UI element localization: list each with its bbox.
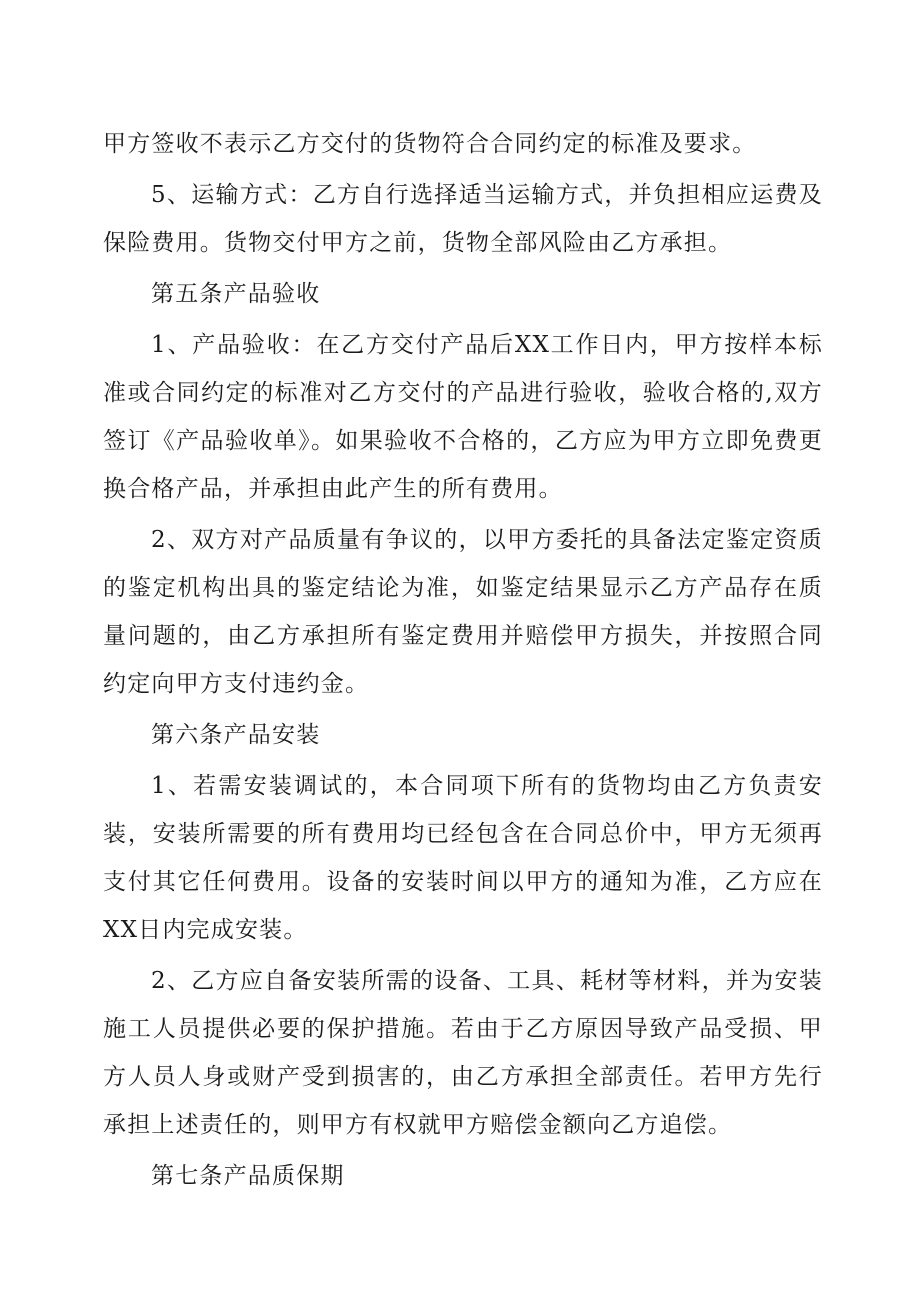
paragraph-transport-method: 5、运输方式：乙方自行选择适当运输方式，并负担相应运费及保险费用。货物交付甲方之前，货物全部风险由乙方承担。 [103, 182, 823, 256]
paragraph-quality-dispute: 2、双方对产品质量有争议的，以甲方委托的具备法定鉴定资质的鉴定机构出具的鉴定结论为准，如鉴定结果显示乙方产品存在质量问题的，由乙方承担所有鉴定费用并赔偿甲方损失，并按照合同约定向甲方支付违约金。 [103, 527, 823, 697]
paragraph-continuation: 甲方签收不表示乙方交付的货物符合合同约定的标准及要求。 [103, 131, 757, 157]
article-heading-6: 第六条产品安装 [151, 722, 321, 748]
paragraph-installation: 1、若需安装调试的，本合同项下所有的货物均由乙方负责安装，安装所需要的所有费用均已经包含在合同总价中，甲方无须再支付其它任何费用。设备的安装时间以甲方的通知为准，乙方应在XX日内完成安装。 [103, 773, 823, 943]
article-heading-7: 第七条产品质保期 [151, 1163, 345, 1189]
document-body [103, 120, 823, 1203]
paragraph-installation-safety: 2、乙方应自备安装所需的设备、工具、耗材等材料，并为安装施工人员提供必要的保护措施。若由于乙方原因导致产品受损、甲方人员人身或财产受到损害的，由乙方承担全部责任。若甲方先行承担上述责任的，则甲方有权就甲方赔偿金额向乙方追偿。 [103, 968, 823, 1138]
paragraph-product-acceptance: 1、产品验收：在乙方交付产品后XX工作日内，甲方按样本标准或合同约定的标准对乙方交付的产品进行验收，验收合格的,双方签订《产品验收单》。如果验收不合格的，乙方应为甲方立即免费更换合格产品，并承担由此产生的所有费用。 [103, 332, 823, 502]
article-heading-5: 第五条产品验收 [151, 281, 321, 307]
